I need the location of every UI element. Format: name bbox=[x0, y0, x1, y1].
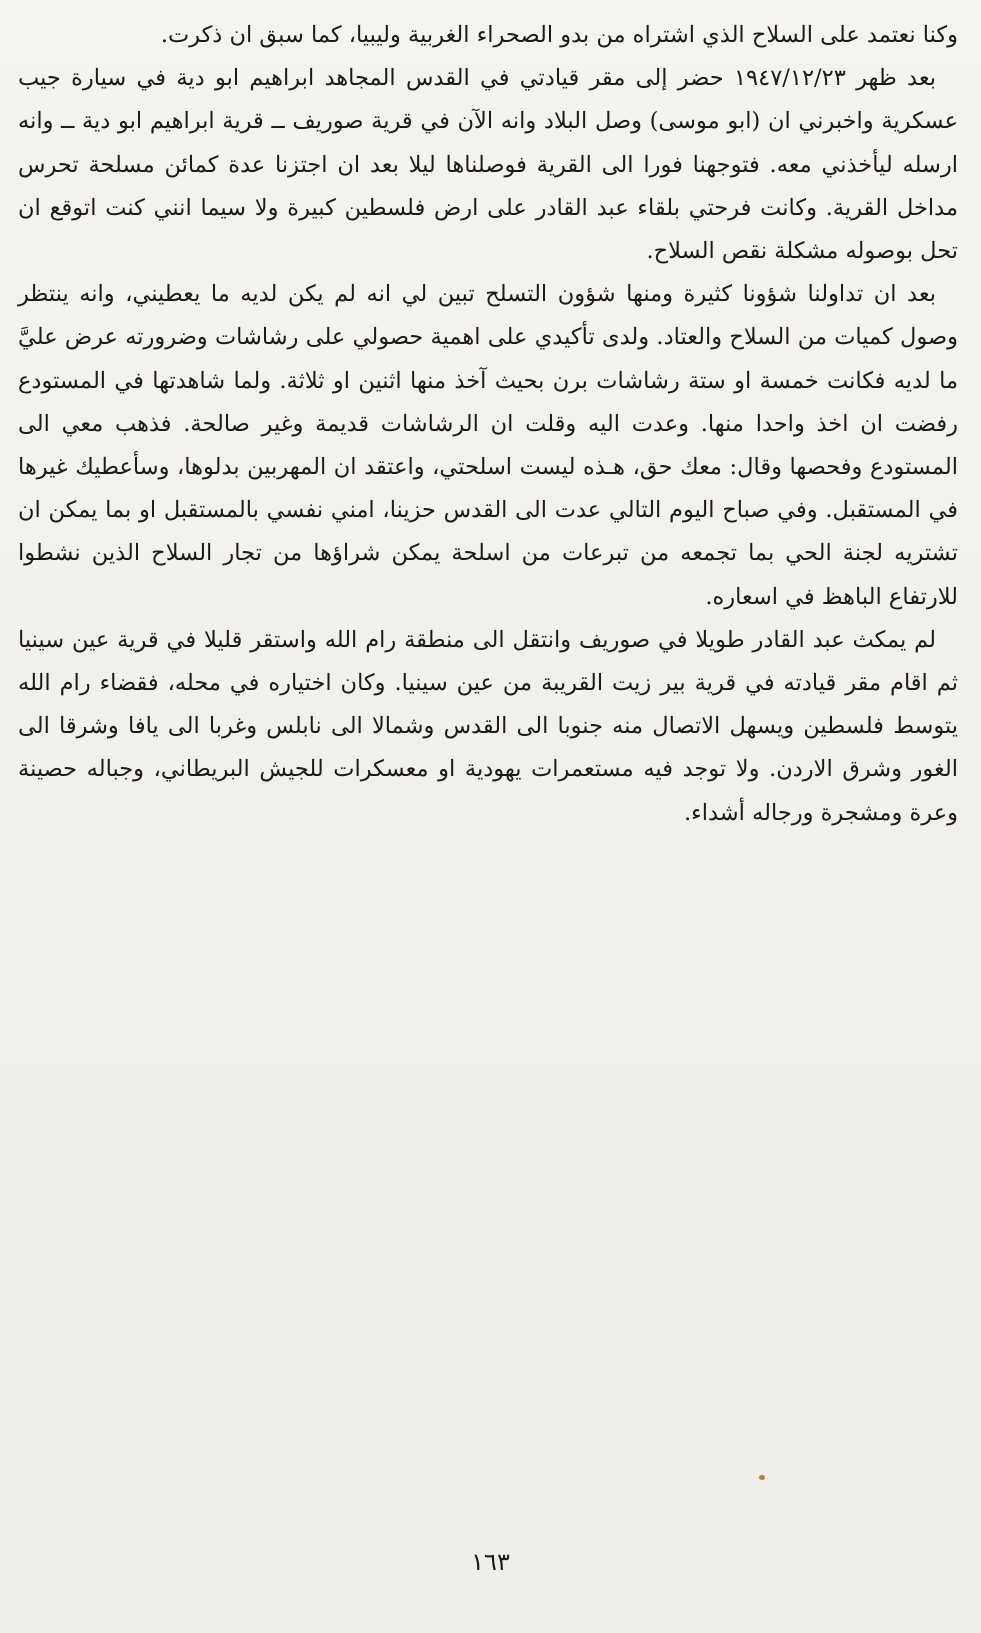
ink-speck bbox=[759, 1475, 765, 1480]
paragraph-3: بعد ان تداولنا شؤونا كثيرة ومنها شؤون التسلح تبين لي انه لم يكن لديه ما يعطيني، وانه ينتظر وصول كميات من السلاح والعتاد. ولدى تأكيدي على اهمية حصولي على رشاشات وضرورته عرض عليَّ ما لديه فكانت خمسة او ستة رشاشات برن بحيث آخذ منها اثنين او ثلاثة. ولما شاهدتها في المستودع رفضت ان اخذ واحدا منها. وعدت اليه وقلت ان الرشاشات قديمة وغير صالحة. فذهب معي الى المستودع وفحصها وقال: معك حق، هـذه ليست اسلحتي، واعتقد ان المهربين بدلوها، وسأعطيك غيرها في المستقبل. وفي صباح اليوم التالي عدت الى القدس حزينا، امني نفسي بالمستقبل او بما يمكن ان تشتريه لجنة الحي بما تجمعه من تبرعات من اسلحة يمكن شراؤها من تجار السلاح الذين نشطوا للارتفاع الباهظ في اسعاره. bbox=[18, 281, 958, 610]
paragraph-4: لم يمكث عبد القادر طويلا في صوريف وانتقل الى منطقة رام الله واستقر قليلا في قرية عين سينيا ثم اقام مقر قيادته في قرية بير زيت القريبة من عين سينيا. وكان اختياره في محله، فقضاء رام الله يتوسط فلسطين ويسهل الاتصال منه جنوبا الى القدس وشمالا الى نابلس وغربا الى يافا وشرقا الى الغور وشرق الاردن. ولا توجد فيه مستعمرات يهودية او معسكرات للجيش البريطاني، وجباله حصينة وعرة ومشجرة ورجاله أشداء. bbox=[18, 626, 958, 826]
body-text bbox=[18, 14, 958, 835]
page-number: ١٦٣ bbox=[471, 1548, 510, 1576]
paragraph-1: وكنا نعتمد على السلاح الذي اشتراه من بدو الصحراء الغربية وليبيا، كما سبق ان ذكرت. bbox=[160, 22, 958, 48]
paragraph-2: بعد ظهر ١٩٤٧/١٢/٢٣ حضر إلى مقر قيادتي في القدس المجاهد ابراهيم ابو دية في سيارة جيب عسكرية واخبرني ان (ابو موسى) وصل البلاد وانه الآن في قرية صوريف ــ قرية ابراهيم ابو دية ــ وانه ارسله ليأخذني معه. فتوجهنا فورا الى القرية فوصلناها ليلا بعد ان اجتزنا عدة كمائن مسلحة تحرس مداخل القرية. وكانت فرحتي بلقاء عبد القادر على ارض فلسطين كبيرة ولا سيما انني كنت اتوقع ان تحل بوصوله مشكلة نقص السلاح. bbox=[18, 65, 958, 265]
